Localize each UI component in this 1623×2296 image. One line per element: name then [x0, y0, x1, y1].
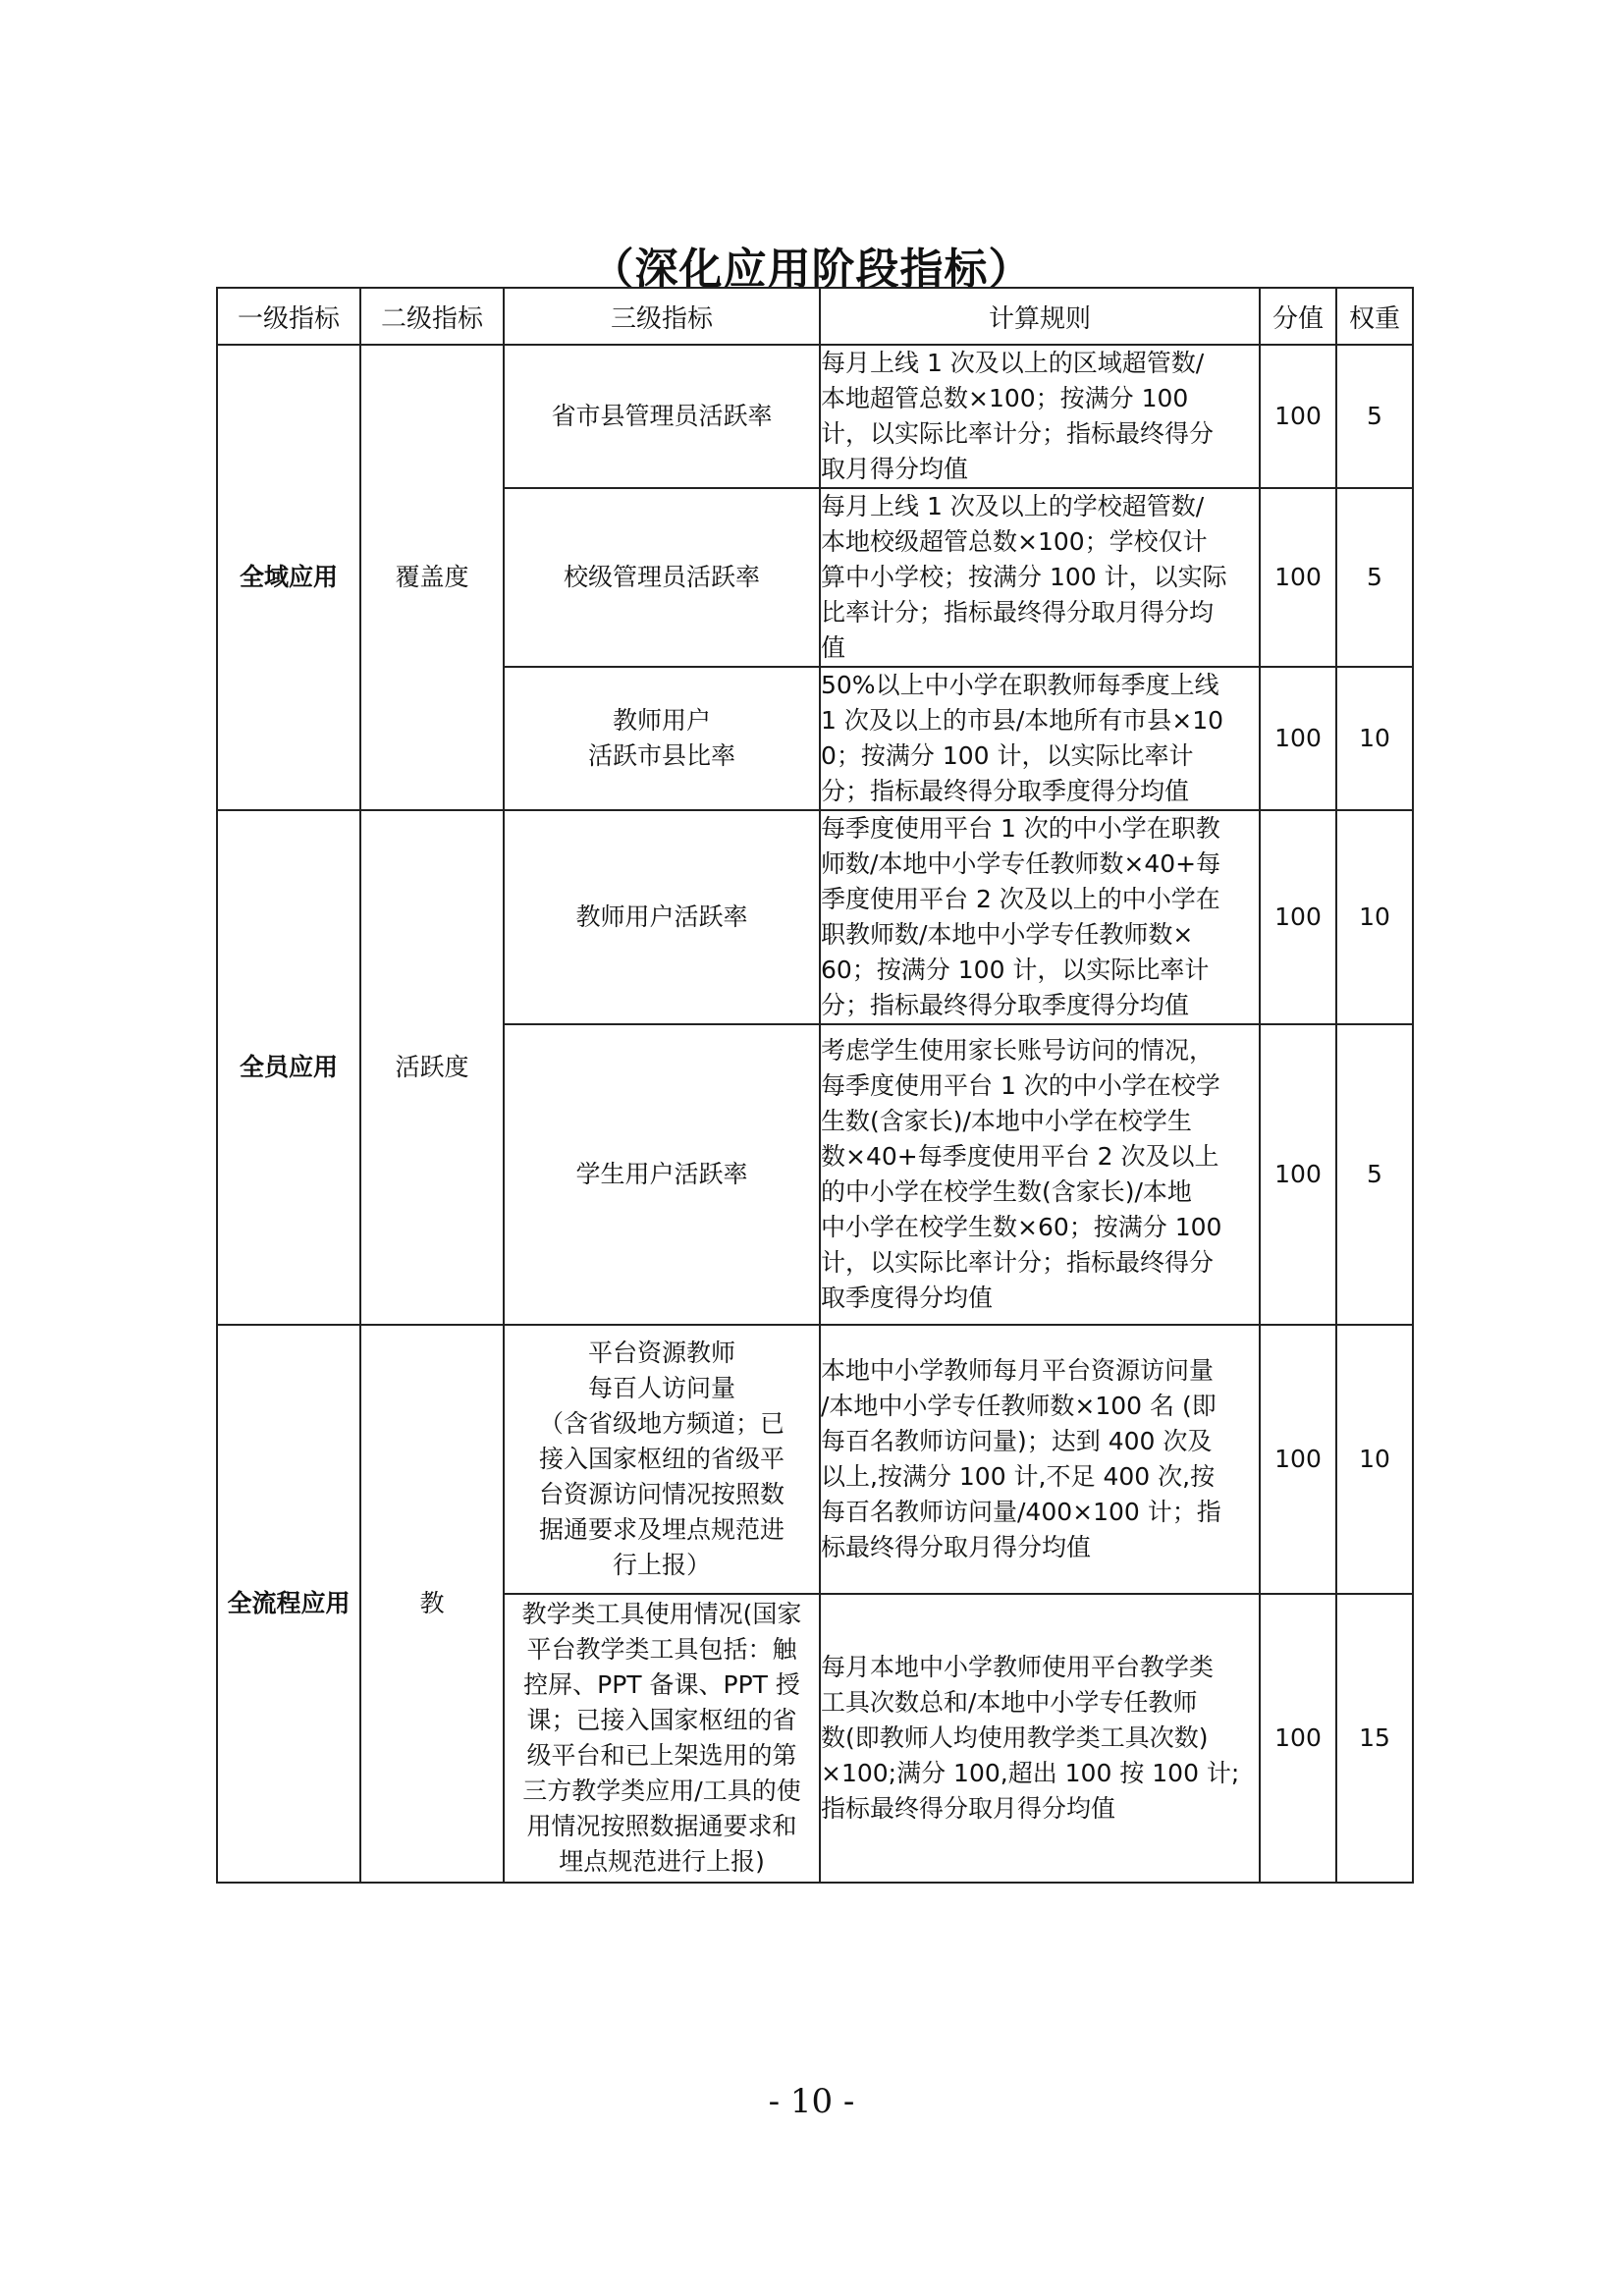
rule-line: 算中小学校；按满分 100 计，以实际	[821, 563, 1227, 591]
level3-line: 每百人访问量	[587, 1374, 735, 1402]
score-cell: 100	[1260, 667, 1336, 810]
rule-line: ×100;满分 100,超出 100 按 100 计;	[821, 1759, 1240, 1787]
level3-cell	[504, 810, 820, 1024]
header-weight: 权重	[1336, 288, 1413, 345]
rule-line: 以上,按满分 100 计,不足 400 次,按	[821, 1462, 1216, 1491]
indicator-table	[216, 287, 1414, 1884]
level2-cell: 覆盖度	[360, 345, 504, 810]
level3-line: 教师用户活跃率	[575, 902, 748, 931]
rule-line: /本地中小学专任教师数×100 名 (即	[821, 1392, 1217, 1420]
rule-line: 生数(含家长)/本地中小学在校学生	[821, 1107, 1192, 1135]
rule-line: 每月上线 1 次及以上的学校超管数/	[821, 492, 1205, 520]
rule-line: 数×40+每季度使用平台 2 次及以上	[821, 1142, 1219, 1171]
header-row	[217, 288, 1413, 345]
rule-line: 每月本地中小学教师使用平台教学类	[821, 1653, 1215, 1681]
rule-line: 0；按满分 100 计，以实际比率计	[821, 741, 1194, 770]
level3-line: 活跃市县比率	[587, 741, 735, 770]
rule-line: 每百名教师访问量/400×100 计；指	[821, 1498, 1221, 1526]
rule-cell	[820, 667, 1260, 810]
rule-line: 60；按满分 100 计，以实际比率计	[821, 956, 1210, 984]
level3-line: 控屏、PPT 备课、PPT 授	[523, 1670, 800, 1699]
header-score: 分值	[1260, 288, 1336, 345]
rule-line: 每百名教师访问量)；达到 400 次及	[821, 1427, 1213, 1455]
rule-line: 中小学在校学生数×60；按满分 100	[821, 1213, 1222, 1241]
level3-cell	[504, 488, 820, 667]
rule-line: 考虑学生使用家长账号访问的情况，	[821, 1036, 1215, 1065]
level3-line: 行上报）	[612, 1551, 711, 1579]
rule-cell	[820, 1325, 1260, 1594]
weight-cell: 10	[1336, 1325, 1413, 1594]
level3-line: 学生用户活跃率	[575, 1160, 748, 1188]
page-number: - 10 -	[768, 2082, 855, 2121]
rule-line: 计，以实际比率计分；指标最终得分	[821, 1248, 1215, 1277]
level3-cell	[504, 1325, 820, 1594]
weight-cell: 10	[1336, 810, 1413, 1024]
rule-cell	[820, 345, 1260, 488]
header-rule: 计算规则	[820, 288, 1260, 345]
rule-line: 计，以实际比率计分；指标最终得分	[821, 419, 1215, 448]
weight-cell: 5	[1336, 1024, 1413, 1325]
score-cell: 100	[1260, 810, 1336, 1024]
rule-line: 值	[821, 633, 846, 662]
rule-line: 师数/本地中小学专任教师数×40+每	[821, 849, 1221, 878]
score-cell: 100	[1260, 1594, 1336, 1883]
level3-line: 据通要求及埋点规范进	[538, 1515, 784, 1544]
level1-cell: 全域应用	[217, 345, 360, 810]
level3-line: 教师用户	[612, 706, 711, 735]
level3-line: 省市县管理员活跃率	[551, 402, 773, 430]
header-level2: 二级指标	[360, 288, 504, 345]
score-cell: 100	[1260, 488, 1336, 667]
weight-cell: 5	[1336, 345, 1413, 488]
rule-line: 本地校级超管总数×100；学校仅计	[821, 527, 1208, 556]
rule-line: 分；指标最终得分取季度得分均值	[821, 991, 1190, 1019]
header-level3: 三级指标	[504, 288, 820, 345]
level3-line: 埋点规范进行上报)	[559, 1847, 765, 1876]
rule-line: 标最终得分取月得分均值	[821, 1533, 1092, 1561]
level2-cell: 教	[360, 1325, 504, 1883]
rule-line: 本地超管总数×100；按满分 100	[821, 384, 1189, 412]
rule-line: 每季度使用平台 1 次的中小学在职教	[821, 814, 1220, 843]
table-row	[217, 345, 1413, 488]
level3-line: 三方教学类应用/工具的使	[522, 1777, 801, 1805]
table-row	[217, 810, 1413, 1024]
level3-cell	[504, 345, 820, 488]
level3-line: 台资源访问情况按照数	[538, 1480, 784, 1508]
rule-line: 每月上线 1 次及以上的区域超管数/	[821, 349, 1205, 377]
level3-line: 课；已接入国家枢纽的省	[526, 1706, 797, 1734]
rule-line: 指标最终得分取月得分均值	[821, 1794, 1116, 1823]
rule-line: 50%以上中小学在职教师每季度上线	[821, 671, 1219, 699]
level3-line: 校级管理员活跃率	[563, 563, 760, 591]
level3-line: 用情况按照数据通要求和	[526, 1812, 797, 1840]
level3-line: 级平台和已上架选用的第	[526, 1741, 797, 1770]
rule-cell	[820, 488, 1260, 667]
level3-cell	[504, 1594, 820, 1883]
table-row	[217, 1325, 1413, 1594]
rule-line: 每季度使用平台 1 次的中小学在校学	[821, 1071, 1220, 1100]
rule-line: 季度使用平台 2 次及以上的中小学在	[821, 885, 1220, 913]
rule-line: 工具次数总和/本地中小学专任教师	[821, 1688, 1198, 1717]
rule-line: 本地中小学教师每月平台资源访问量	[821, 1356, 1215, 1385]
level3-line: 平台教学类工具包括：触	[526, 1635, 797, 1664]
rule-line: 比率计分；指标最终得分取月得分均	[821, 598, 1215, 627]
level2-cell: 活跃度	[360, 810, 504, 1325]
rule-cell	[820, 810, 1260, 1024]
level3-cell	[504, 1024, 820, 1325]
level1-cell: 全员应用	[217, 810, 360, 1325]
score-cell: 100	[1260, 345, 1336, 488]
header-level1: 一级指标	[217, 288, 360, 345]
level3-line: 接入国家枢纽的省级平	[538, 1445, 784, 1473]
rule-line: 取月得分均值	[821, 455, 969, 483]
score-cell: 100	[1260, 1024, 1336, 1325]
rule-cell	[820, 1594, 1260, 1883]
weight-cell: 5	[1336, 488, 1413, 667]
rule-line: 分；指标最终得分取季度得分均值	[821, 777, 1190, 805]
rule-line: 的中小学在校学生数(含家长)/本地	[821, 1177, 1192, 1206]
level3-cell	[504, 667, 820, 810]
level3-line: 平台资源教师	[587, 1339, 735, 1367]
level3-line: （含省级地方频道；已	[538, 1409, 784, 1438]
level1-cell: 全流程应用	[217, 1325, 360, 1883]
rule-cell	[820, 1024, 1260, 1325]
score-cell: 100	[1260, 1325, 1336, 1594]
level3-line: 教学类工具使用情况(国家	[521, 1600, 802, 1628]
rule-line: 数(即教师人均使用教学类工具次数)	[821, 1723, 1209, 1752]
page-title: （深化应用阶段指标）	[590, 245, 1033, 295]
rule-line: 取季度得分均值	[821, 1284, 994, 1312]
weight-cell: 15	[1336, 1594, 1413, 1883]
weight-cell: 10	[1336, 667, 1413, 810]
rule-line: 1 次及以上的市县/本地所有市县×10	[821, 706, 1224, 735]
rule-line: 职教师数/本地中小学专任教师数×	[821, 920, 1194, 949]
